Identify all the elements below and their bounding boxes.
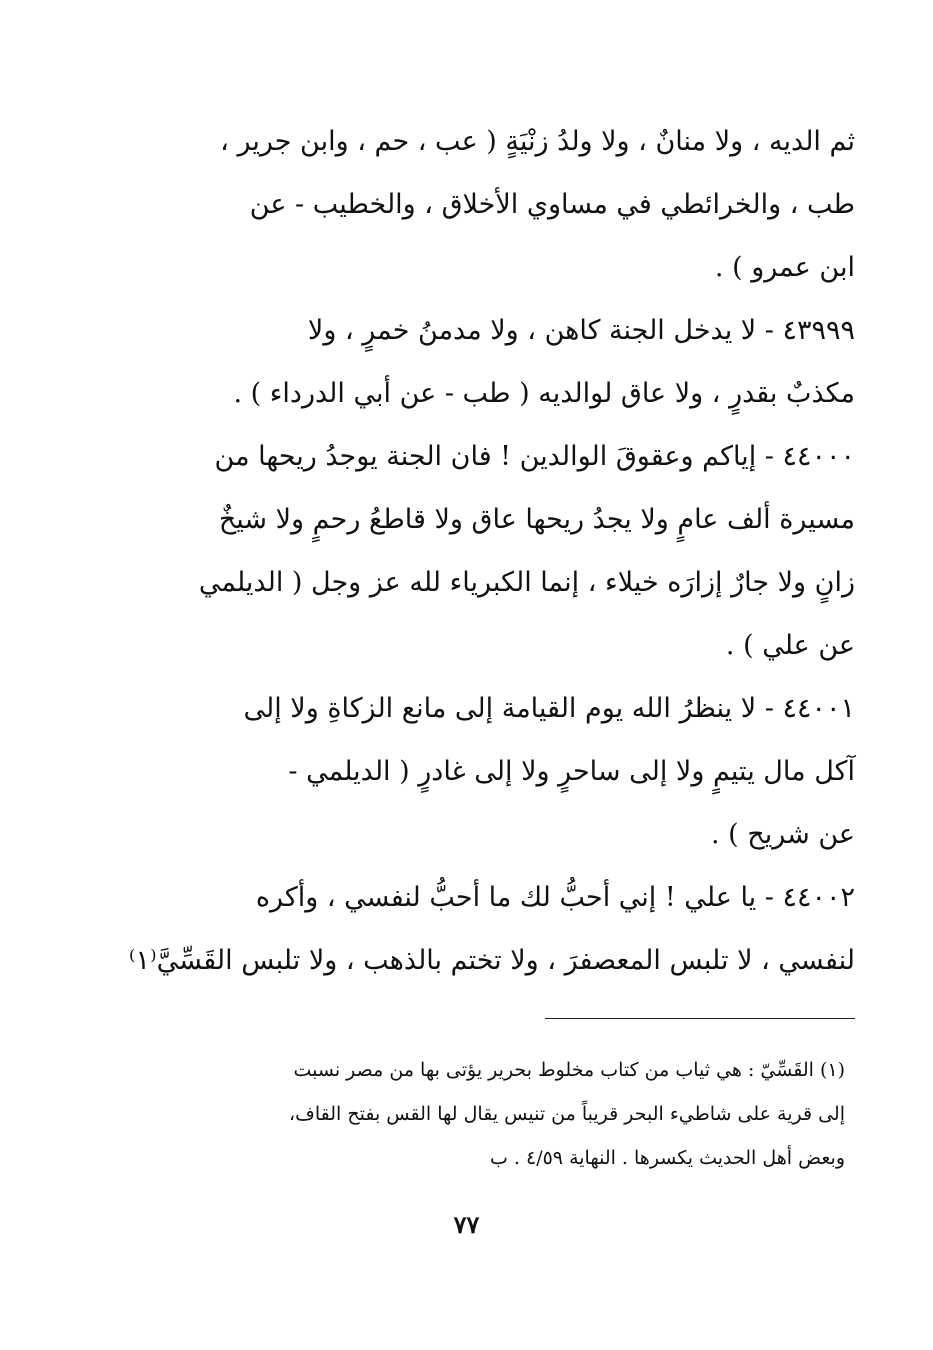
hadith-line: عن علي ) . — [725, 630, 855, 661]
footnote — [145, 1048, 845, 1180]
hadith-line: لنفسي ، لا تلبس المعصفرَ ، ولا تختم بالذهب ، ولا تلبس القَسِّيَّ⁽١⁾ — [128, 945, 855, 976]
hadith-line: عن شريح ) . — [711, 819, 855, 850]
hadith-line: ٤٣٩٩٩ - لا يدخل الجنة كاهن ، ولا مدمنُ خمرٍ ، ولا — [307, 315, 855, 346]
text-line: طب ، والخرائطي في مساوي الأخلاق ، والخطيب - عن — [249, 189, 855, 220]
hadith-line: ٤٤٠٠١ - لا ينظرُ الله يوم القيامة إلى مانع الزكاةِ ولا إلى — [243, 693, 855, 724]
footnote-line: (١) القَسِّيّ : هي ثياب من كتاب مخلوط بحرير يؤتى بها من مصر نسبت — [293, 1059, 845, 1081]
page-number: ٧٧ — [453, 1210, 480, 1239]
hadith-line: ٤٤٠٠٠ - إياكم وعقوقَ الوالدين ! فان الجنة يوجدُ ريحها من — [214, 441, 855, 472]
hadith-line: زانٍ ولا جارٌ إزارَه خيلاء ، إنما الكبرياء لله عز وجل ( الديلمي — [198, 567, 855, 598]
hadith-line: مكذبٌ بقدرٍ ، ولا عاق لوالديه ( طب - عن أبي الدرداء ) . — [233, 378, 855, 409]
text-line: ثم الديه ، ولا منانٌ ، ولا ولدُ زنْيَةٍ ( عب ، حم ، وابن جرير ، — [220, 126, 855, 157]
footnote-divider — [545, 1018, 855, 1019]
hadith-line: مسيرة ألف عامٍ ولا يجدُ ريحها عاق ولا قاطعُ رحمٍ ولا شيخٌ — [218, 504, 855, 535]
text-line: ابن عمرو ) . — [714, 252, 855, 283]
hadith-line: آكل مال يتيمٍ ولا إلى ساحرٍ ولا إلى غادرٍ ( الديلمي - — [288, 756, 855, 787]
main-text — [128, 110, 855, 992]
hadith-line: ٤٤٠٠٢ - يا علي ! إني أحبُّ لك ما أحبُّ لنفسي ، وأكره — [255, 882, 855, 913]
footnote-line: إلى قرية على شاطيء البحر قريباً من تنيس يقال لها القس بفتح القاف، — [289, 1103, 845, 1125]
footnote-line: وبعض أهل الحديث يكسرها . النهاية ٤/٥٩ . ب — [489, 1147, 845, 1169]
